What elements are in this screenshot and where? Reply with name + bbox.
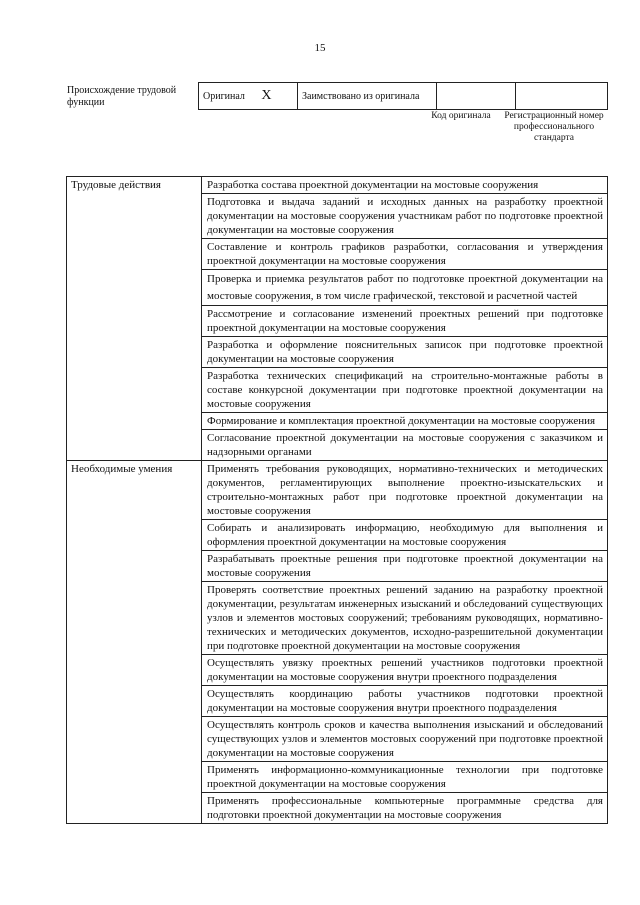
table-row <box>67 177 608 194</box>
list-item: Проверять соответствие проектных решений заданию на разработку проектной документации, результатам инженерных изысканий и обследований существующих узлов и элементов мостовых сооружений; требованиям руководящих, нормативно-технических и методических документов, исходно-разрешительной документации при подготовке проектной документации на мостовые сооружения <box>202 582 608 655</box>
list-item: Применять информационно-коммуникационные технологии при подготовке проектной документации на мостовые сооружения <box>202 762 608 793</box>
original-label: Оригинал <box>203 91 245 102</box>
list-item: Рассмотрение и согласование изменений проектных решений при подготовке проектной документации на мостовые сооружения <box>202 306 608 337</box>
list-item: Осуществлять контроль сроков и качества выполнения изысканий и обследований существующих узлов и элементов мостовых сооружений при подготовке проектной документации на мостовые сооружения <box>202 717 608 762</box>
code-caption: Код оригинала <box>431 111 491 121</box>
list-item: Осуществлять увязку проектных решений участников подготовки проектной документации на мостовые сооружения внутри проектного подразделения <box>202 655 608 686</box>
list-item: Подготовка и выдача заданий и исходных данных на разработку проектной документации на мостовые сооружения участникам работ по подготовке проектной документации на мостовые сооружения <box>202 194 608 239</box>
list-item: Разработка состава проектной документации на мостовые сооружения <box>202 177 608 194</box>
list-item: Формирование и комплектация проектной документации на мостовые сооружения <box>202 413 608 430</box>
list-item: Разработка технических спецификаций на строительно-монтажные работы в составе конкурсной документации при подготовке проектной документации на мостовые сооружения <box>202 368 608 413</box>
list-item: Разработка и оформление пояснительных записок при подготовке проектной документации на мостовые сооружения <box>202 337 608 368</box>
code-cell <box>437 83 516 110</box>
page-number: 15 <box>314 42 326 54</box>
functions-table <box>66 176 608 824</box>
origin-table <box>198 82 608 110</box>
section-title-actions: Трудовые действия <box>67 177 202 461</box>
reg-number-cell <box>516 83 608 110</box>
list-item: Проверка и приемка результатов работ по подготовке проектной документации на мостовые сооружения, в том числе графической, текстовой и расчетной частей <box>202 270 608 306</box>
list-item: Применять требования руководящих, нормативно-технических и методических документов, регламентирующих выполнение проектно-изыскательских и строительно-монтажных работ при подготовке проектной документации на мостовые сооружения <box>202 461 608 520</box>
list-item: Составление и контроль графиков разработки, согласования и утверждения проектной документации на мостовые сооружения <box>202 239 608 270</box>
original-mark: X <box>261 88 272 103</box>
original-cell <box>199 83 298 110</box>
list-item: Применять профессиональные компьютерные программные средства для подготовки проектной документации на мостовые сооружения <box>202 793 608 824</box>
list-item: Осуществлять координацию работы участников подготовки проектной документации на мостовые сооружения внутри проектного подразделения <box>202 686 608 717</box>
list-item: Согласование проектной документации на мостовые сооружения с заказчиком и надзорными органами <box>202 430 608 461</box>
table-row <box>67 461 608 520</box>
list-item: Разрабатывать проектные решения при подготовке проектной документации на мостовые сооружения <box>202 551 608 582</box>
borrowed-cell: Заимствовано из оригинала <box>298 83 437 110</box>
reg-number-caption: Регистрационный номер профессионального стандарта <box>504 111 604 143</box>
origin-label: Происхождение трудовой функции <box>67 85 177 108</box>
section-title-skills: Необходимые умения <box>67 461 202 824</box>
list-item: Собирать и анализировать информацию, необходимую для выполнения и оформления проектной документации на мостовые сооружения <box>202 520 608 551</box>
